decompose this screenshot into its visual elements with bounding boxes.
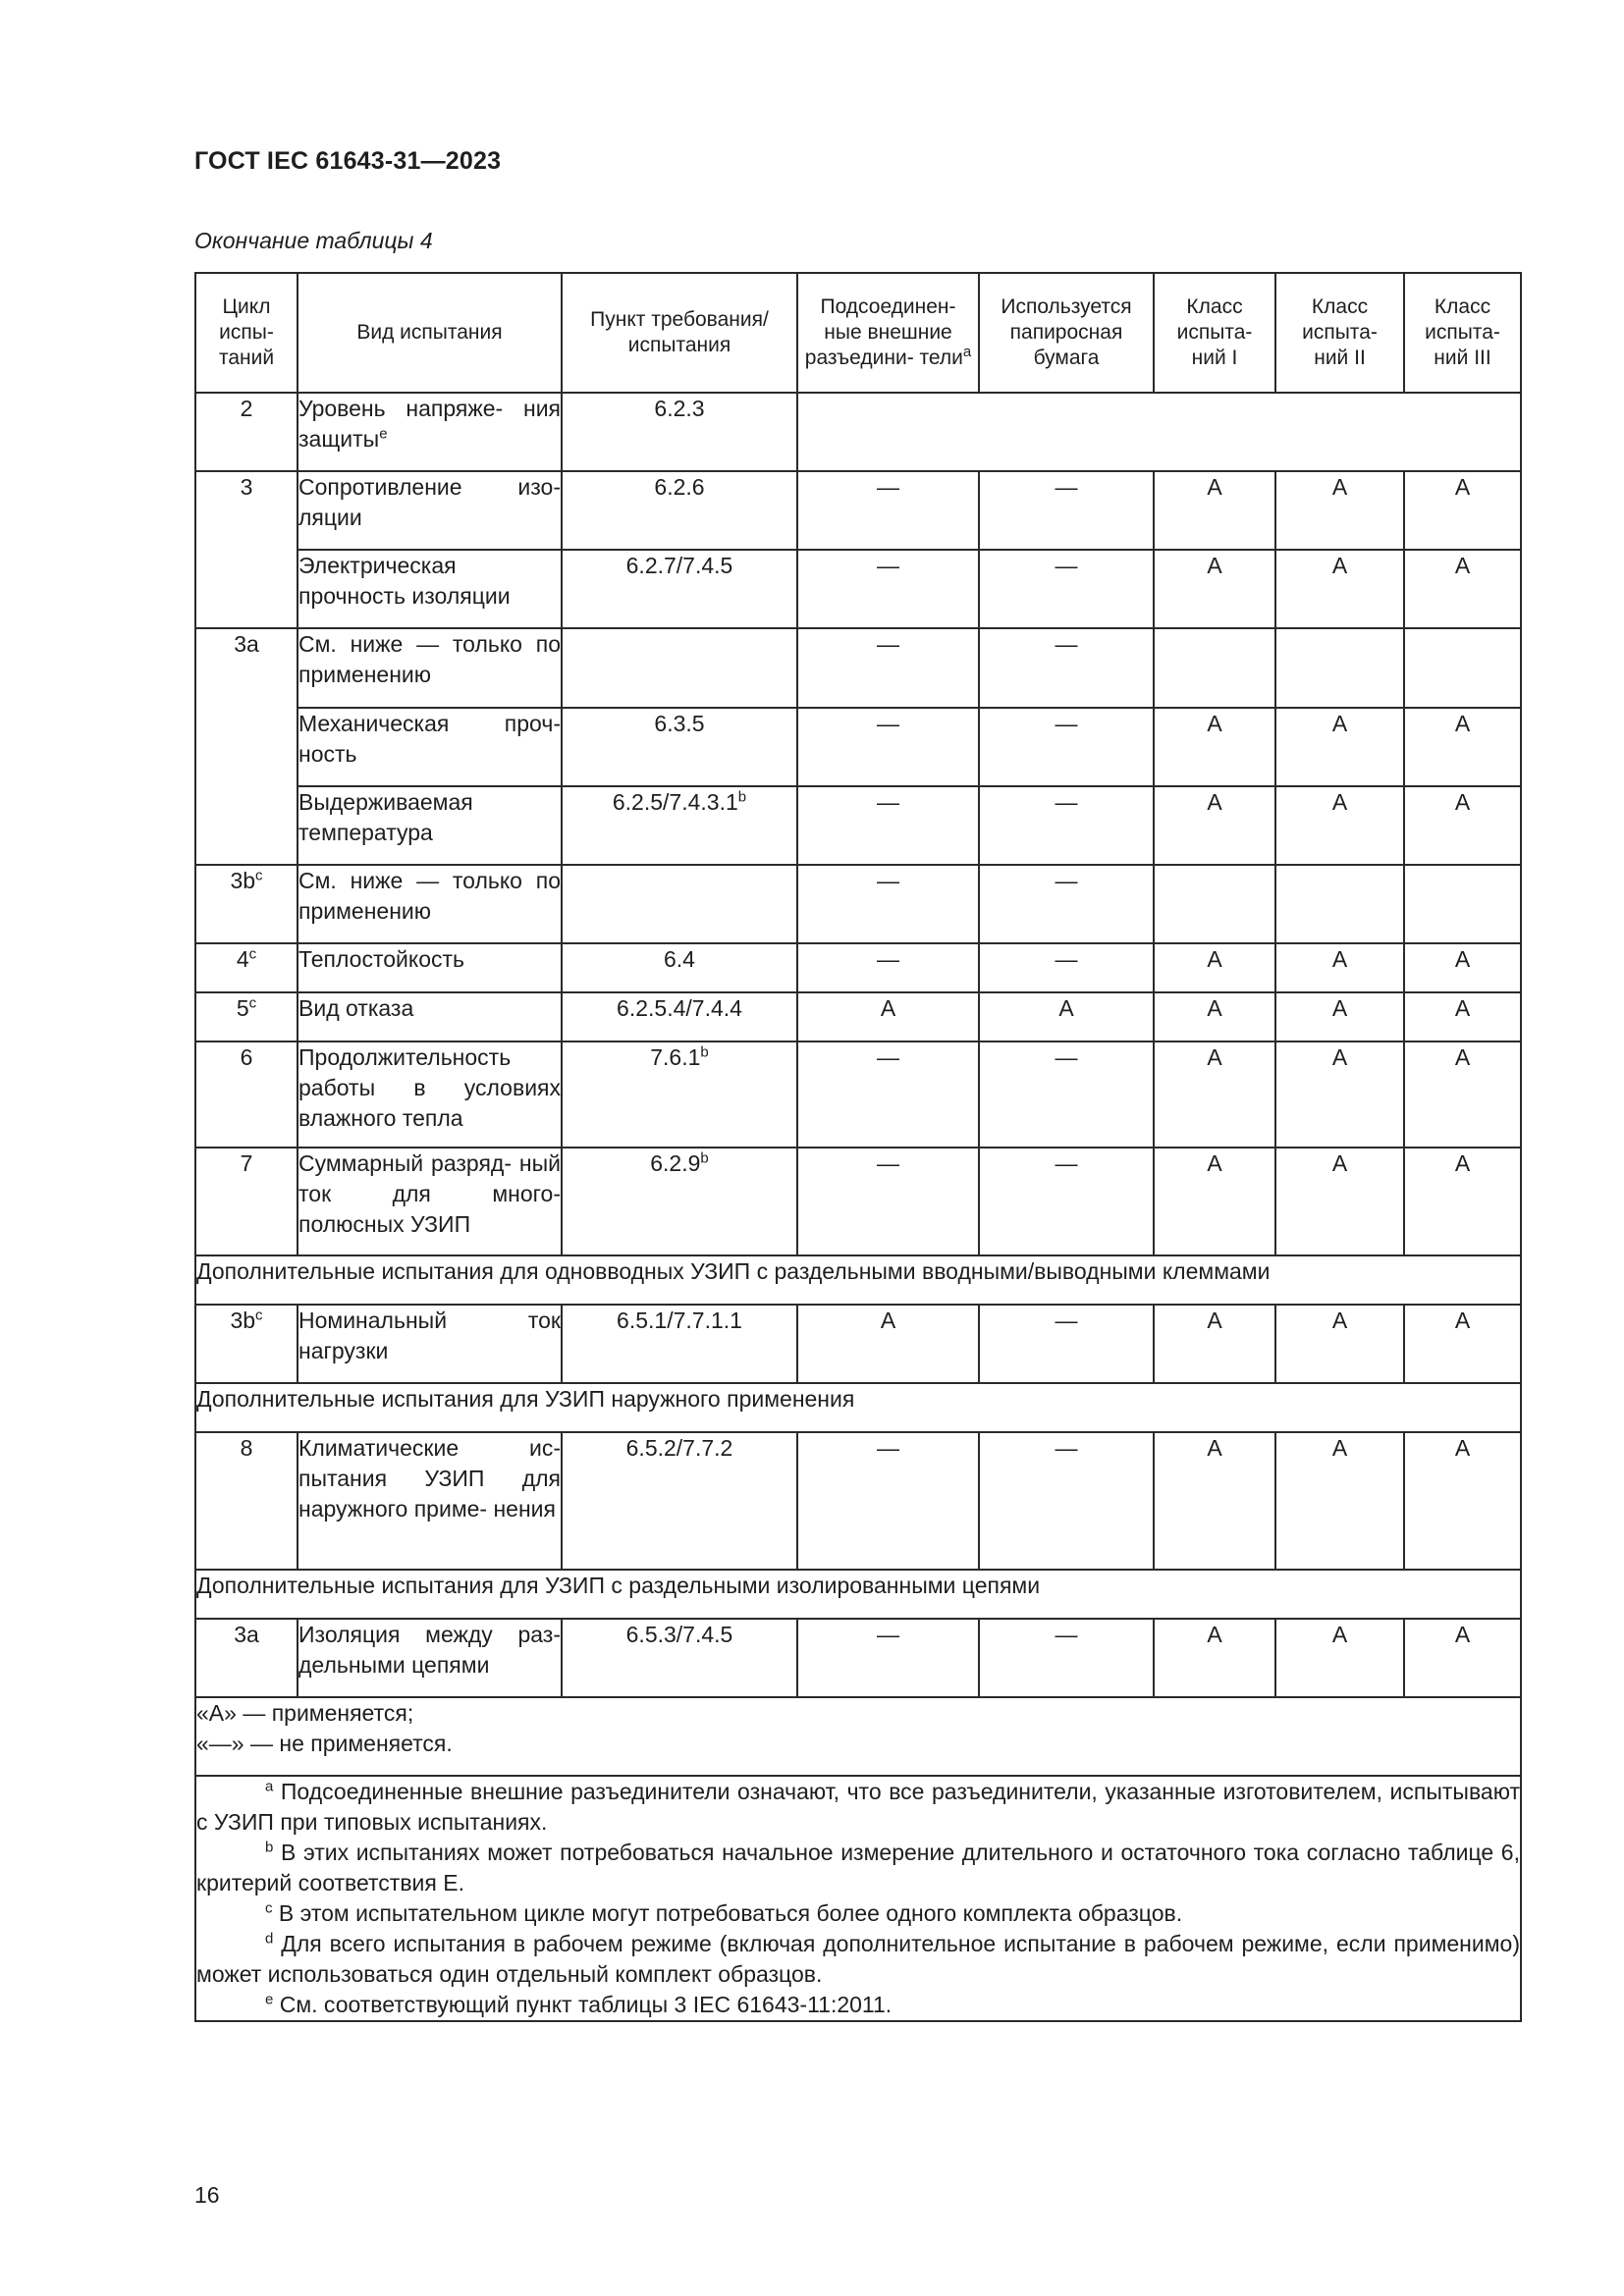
test-name-cell: Электрическая прочность изоляции [298, 550, 562, 628]
value-cell: A [1275, 471, 1404, 550]
value-cell: A [1404, 1041, 1521, 1148]
value-cell: — [979, 708, 1154, 786]
value-cell: A [1154, 1148, 1275, 1255]
cycle-cell: 7 [195, 1148, 298, 1255]
value-cell: — [979, 943, 1154, 992]
value-cell [1404, 628, 1521, 708]
value-cell: — [797, 1619, 979, 1697]
footnote: $^d$ Для всего испытания в рабочем режиме (включая дополнительное испытание в рабочем режиме, если применимо) может использоваться один отдельный комплект образцов. [196, 1930, 1520, 1987]
clause-cell: 6.2.5.4/7.4.4 [562, 992, 797, 1041]
clause-cell: 6.5.2/7.7.2 [562, 1432, 797, 1570]
table-row [195, 628, 1521, 708]
test-name-cell: Уровень напряже- ния защиты$^e$ [298, 393, 562, 471]
value-cell: — [797, 550, 979, 628]
value-cell: — [979, 471, 1154, 550]
document-title: ГОСТ IEC 61643-31—2023 [194, 147, 502, 175]
test-name-cell: Сопротивление изо- ляции [298, 471, 562, 550]
value-cell: A [1275, 1619, 1404, 1697]
test-name-cell: Механическая проч- ность [298, 708, 562, 786]
clause-cell: 6.4 [562, 943, 797, 992]
table-row [195, 471, 1521, 550]
value-cell: A [1154, 1305, 1275, 1383]
value-cell: — [979, 628, 1154, 708]
cycle-cell [195, 708, 298, 786]
value-cell: A [1154, 1041, 1275, 1148]
legend-line: «—» — не применяется. [196, 1731, 453, 1756]
clause-cell: 6.2.7/7.4.5 [562, 550, 797, 628]
test-table [194, 272, 1522, 2022]
value-cell: — [797, 786, 979, 865]
value-cell: A [1275, 992, 1404, 1041]
value-cell: A [979, 992, 1154, 1041]
value-cell: A [1404, 943, 1521, 992]
value-cell: A [1275, 943, 1404, 992]
table-caption: Окончание таблицы 4 [194, 228, 433, 253]
footnote: $^c$ В этом испытательном цикле могут потребоваться более одного комплекта образцов. [265, 1899, 1183, 1926]
table-row [195, 1305, 1521, 1383]
cycle-cell: 3a [195, 1619, 298, 1697]
value-cell: A [1154, 992, 1275, 1041]
cycle-cell: 6 [195, 1041, 298, 1148]
value-cell: A [1275, 1432, 1404, 1570]
col-header: Класс испыта- ний III [1404, 273, 1521, 393]
section-row [195, 1570, 1521, 1619]
value-cell: A [1404, 786, 1521, 865]
value-cell [1404, 865, 1521, 943]
value-cell: — [979, 865, 1154, 943]
cycle-cell: $3b^c$ [195, 1305, 298, 1383]
test-name-cell: Выдерживаемая температура [298, 786, 562, 865]
col-header: Цикл испы- таний [195, 273, 298, 393]
value-cell [1154, 865, 1275, 943]
page-number: 16 [194, 2182, 220, 2208]
value-cell: A [1404, 1619, 1521, 1697]
legend-row [195, 1697, 1521, 1776]
value-cell [1154, 628, 1275, 708]
value-cell: — [797, 708, 979, 786]
value-cell: — [797, 865, 979, 943]
test-name-cell: Климатические ис- пытания УЗИП для наружного приме- нения [298, 1432, 562, 1570]
footnote: $^a$ Подсоединенные внешние разъединители означают, что все разъединители, указанные изготовителем, испытывают с УЗИП при типовых испытаниях. [196, 1778, 1520, 1835]
section-heading: Дополнительные испытания для одновводных УЗИП с раздельными вводными/выводными клеммами [195, 1255, 1521, 1305]
table-row [195, 943, 1521, 992]
value-cell: — [797, 628, 979, 708]
table-row [195, 393, 1521, 471]
value-cell: — [979, 1619, 1154, 1697]
cycle-cell [195, 550, 298, 628]
clause-cell: 6.5.3/7.4.5 [562, 1619, 797, 1697]
value-cell: A [1154, 471, 1275, 550]
table-row [195, 1432, 1521, 1570]
cycle-cell: 2 [195, 393, 298, 471]
col-header: Используется папиросная бумага [979, 273, 1154, 393]
footnotes [195, 1776, 1521, 2021]
table-row [195, 1619, 1521, 1697]
value-cell: — [979, 1148, 1154, 1255]
legend-line: «A» — применяется; [196, 1700, 414, 1726]
col-header: Класс испыта- ний I [1154, 273, 1275, 393]
cycle-cell: $3b^c$ [195, 865, 298, 943]
test-name-cell: Изоляция между раз- дельными цепями [298, 1619, 562, 1697]
value-cell: A [1275, 550, 1404, 628]
table-row [195, 550, 1521, 628]
test-name-cell: Суммарный разряд- ный ток для много- полюсных УЗИП [298, 1148, 562, 1255]
value-cell: A [1275, 1041, 1404, 1148]
value-cell: A [1154, 708, 1275, 786]
value-cell: — [797, 471, 979, 550]
table-row [195, 992, 1521, 1041]
value-cell: A [1275, 786, 1404, 865]
value-cell: A [1154, 1432, 1275, 1570]
value-cell: A [1404, 1432, 1521, 1570]
test-name-cell: Вид отказа [298, 992, 562, 1041]
cycle-cell [195, 786, 298, 865]
footnote: $^e$ См. соответствующий пункт таблицы 3 IEC 61643-11:2011. [265, 1991, 893, 2017]
value-cell: — [979, 1305, 1154, 1383]
value-cell: A [1275, 1305, 1404, 1383]
clause-cell: 6.2.3 [562, 393, 797, 471]
value-cell: A [1154, 1619, 1275, 1697]
section-row [195, 1383, 1521, 1432]
test-name-cell: Номинальный ток нагрузки [298, 1305, 562, 1383]
cycle-cell: 4$^c$ [195, 943, 298, 992]
notes-row [195, 1776, 1521, 2021]
value-cell: — [979, 550, 1154, 628]
value-cell: — [979, 786, 1154, 865]
clause-cell: 6.2.9$^b$ [562, 1148, 797, 1255]
value-cell: — [797, 943, 979, 992]
value-cell: — [979, 1041, 1154, 1148]
value-cell: A [1275, 708, 1404, 786]
test-name-cell: См. ниже — только по применению [298, 628, 562, 708]
legend [195, 1697, 1521, 1776]
col-header: Пункт требования/ испытания [562, 273, 797, 393]
value-cell: A [1154, 943, 1275, 992]
table-header-row [195, 273, 1521, 393]
table-row [195, 865, 1521, 943]
col-header: Класс испыта- ний II [1275, 273, 1404, 393]
test-name-cell: Теплостойкость [298, 943, 562, 992]
cycle-cell: 3a [195, 628, 298, 708]
cycle-cell: 8 [195, 1432, 298, 1570]
value-cell: A [1154, 550, 1275, 628]
value-cell: — [797, 1148, 979, 1255]
empty-cell [797, 393, 1521, 471]
value-cell: A [1404, 471, 1521, 550]
col-header: Подсоединен- ные внешние разъедини- тели$^a$ [797, 273, 979, 393]
value-cell [1275, 865, 1404, 943]
clause-cell: 6.2.6 [562, 471, 797, 550]
clause-cell: 6.5.1/7.7.1.1 [562, 1305, 797, 1383]
value-cell: A [1404, 1305, 1521, 1383]
value-cell: A [1404, 992, 1521, 1041]
value-cell: A [1404, 708, 1521, 786]
value-cell: A [1404, 1148, 1521, 1255]
value-cell: A [797, 992, 979, 1041]
cycle-cell: 3 [195, 471, 298, 550]
table-row [195, 786, 1521, 865]
value-cell: — [797, 1041, 979, 1148]
value-cell: — [797, 1432, 979, 1570]
col-header: Вид испытания [298, 273, 562, 393]
clause-cell [562, 628, 797, 708]
table-row [195, 708, 1521, 786]
section-heading: Дополнительные испытания для УЗИП с раздельными изолированными цепями [195, 1570, 1521, 1619]
clause-cell: 6.3.5 [562, 708, 797, 786]
value-cell: A [1404, 550, 1521, 628]
section-row [195, 1255, 1521, 1305]
value-cell: — [979, 1432, 1154, 1570]
section-heading: Дополнительные испытания для УЗИП наружного применения [195, 1383, 1521, 1432]
value-cell: A [797, 1305, 979, 1383]
clause-cell: 6.2.5/7.4.3.1$^b$ [562, 786, 797, 865]
table-row [195, 1041, 1521, 1148]
value-cell [1275, 628, 1404, 708]
clause-cell [562, 865, 797, 943]
value-cell: A [1275, 1148, 1404, 1255]
test-name-cell: Продолжительность работы в условиях влажного тепла [298, 1041, 562, 1148]
footnote: $^b$ В этих испытаниях может потребоваться начальное измерение длительного и остаточного тока согласно таблице 6, критерий соответствия E. [196, 1839, 1520, 1896]
value-cell: A [1154, 786, 1275, 865]
test-name-cell: См. ниже — только по применению [298, 865, 562, 943]
clause-cell: 7.6.1$^b$ [562, 1041, 797, 1148]
cycle-cell: 5$^c$ [195, 992, 298, 1041]
table-row [195, 1148, 1521, 1255]
